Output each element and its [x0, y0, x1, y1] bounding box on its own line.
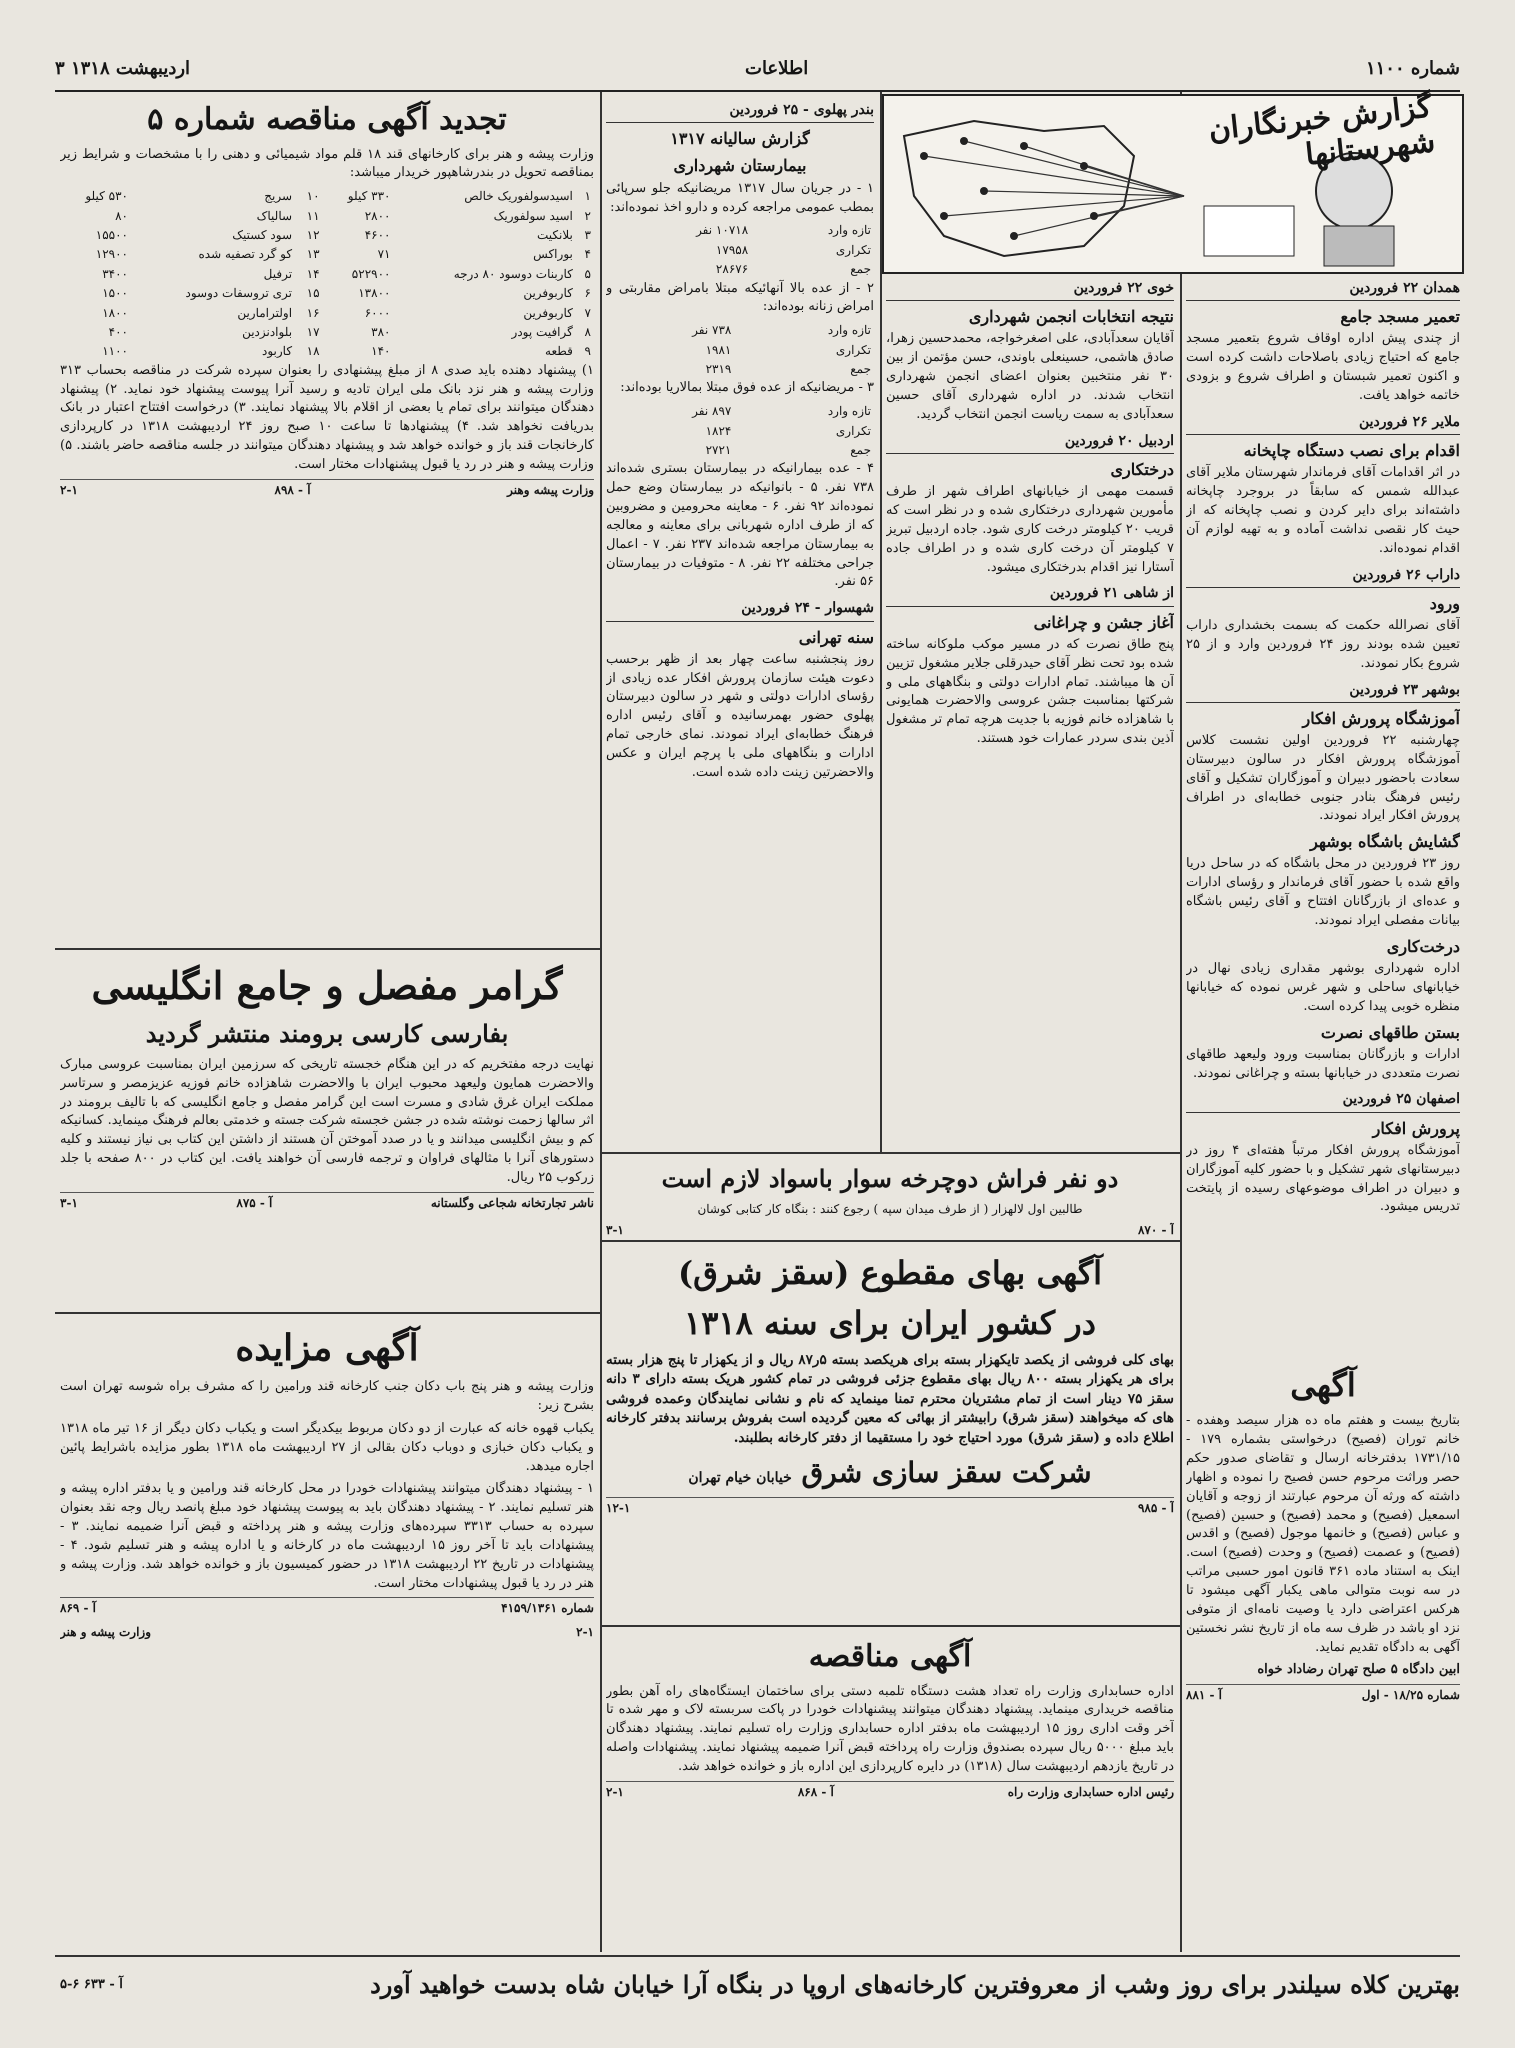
dateline-isfahan: اصفهان ۲۵ فروردین — [1186, 1089, 1460, 1112]
headline-bushehr-club: گشایش باشگاه بوشهر — [1310, 832, 1460, 852]
ad-ref: ۶-۵ — [60, 1976, 80, 1992]
dateline-khoy: خوی ۲۲ فروردین — [886, 278, 1174, 301]
headline-malayer: اقدام برای نصب دستگاه چاپخانه — [1243, 441, 1460, 461]
story-bushehr-arches: ادارات و بازرگانان بمناسبت ورود ولیعهد طاقهای نصرت متعددی در خیابانها بسته و چراغانی نمودند. — [1186, 1046, 1460, 1081]
story-shahi: پنج طاق نصرت که در مسیر موکب ملوکانه ساخته شده بود تحت نظر آقای حیدرقلی جلایر مشغول تزیین آن ها میباشند. تمام ادارات دولتی و بنگاههای ملی و شرکتها بمناسبت جشن عروسی والاحضرت همایونی با شاهزاده خانم فوزیه با جدیت هرچه تمام تر مشغول آذین بندی سردر عمارات خود هستند. — [886, 636, 1174, 747]
tender-ad-5 — [60, 94, 594, 944]
issue-label: شماره ۱۱۰۰ — [1365, 58, 1460, 79]
ad-ref: ۳-۱ — [606, 1223, 624, 1236]
wanted-ad — [606, 1158, 1174, 1236]
story-bushehr-club: روز ۲۳ فروردین در محل باشگاه که در ساحل دریا واقع شده با حضور آقای فرماندار و رؤسای ادارات و عده‌ای از بازرگانان افتتاح و آقای رئیس باشگاه بیانات مفصلی ایراد نمودند. — [1186, 856, 1460, 928]
dateline-hamadan: همدان ۲۲ فروردین — [1186, 278, 1460, 301]
ad-code: آ - ۸۷۰ — [1137, 1223, 1174, 1236]
section-rule — [55, 948, 600, 950]
auction-footer — [60, 1597, 594, 1617]
saghz-ad — [606, 1246, 1174, 1621]
wanted-title: دو نفر فراش دوچرخه سوار باسواد لازم است — [661, 1164, 1119, 1193]
ad-code: آ - ۸۹۸ — [274, 482, 311, 497]
column-rule — [600, 92, 602, 1952]
auction-signature: وزارت پیشه و هنر — [60, 1624, 152, 1639]
wanted-footer — [606, 1222, 1174, 1236]
ad-code: آ - ۸۶۸ — [797, 1784, 834, 1799]
grammar-title: گرامر مفصل و جامع انگلیسی — [91, 963, 563, 1008]
table-row: تازه وارد ۷۳۸ نفر — [692, 323, 871, 338]
hospital-table-1 — [606, 221, 874, 279]
roads-tender-title: آگهی مناقصه — [808, 1639, 972, 1674]
column-rule — [1180, 92, 1182, 1952]
auction-title: آگهی مزایده — [235, 1327, 419, 1369]
footer-rule — [55, 1955, 1460, 1957]
grammar-ad — [60, 954, 594, 1308]
reporters-banner-title: گزارش خبرنگاران شهرستانها — [1206, 89, 1437, 173]
grammar-footer — [60, 1192, 594, 1212]
notice-signer: ابین دادگاه ۵ صلح تهران رضاداد خواه — [1257, 1662, 1460, 1678]
hospital-text-2: ۲ - از عده بالا آنهائیکه مبتلا بامراض مقاربتی و امراض زنانه بوده‌اند: — [606, 280, 874, 315]
ad-code: آ - ۸۸۱ — [1186, 1688, 1223, 1703]
saghz-company: شرکت سقز سازی شرق — [801, 1455, 1092, 1489]
header-date: ۳ اردیبهشت ۱۳۱۸ — [55, 58, 191, 79]
ad-ref: ۲-۱ — [60, 482, 78, 497]
section-rule — [602, 1240, 1180, 1242]
auction-conditions: ۱ - پیشنهاد دهندگان میتوانند پیشنهادات خودرا در محل کارخانه قند ورامین و یا بدفتر اداره پیشه و هنر تسلیم نمایند. ۲ - پیشنهاد دهندگان باید به پیوست پیشنهاد خود مبلغ پانصد ریال وجه نقد بعنوان سپرده به حساب ۳۳۱۳ سپرده‌های وزارت پیشه و هنر پرداخته و قبض آنرا ضمیمه نمایند. ۳ - پیشنهادات باید تا آخر روز ۱۵ اردیبهشت ماه در کارخانه و یا اداره پیشه و هنر تسلیم شود. ۴ - پیشنهادات در تاریخ ۲۲ اردیبهشت ۱۳۱۸ در حضور کمیسیون باز و خوانده خواهد شد. وزارت پیشه و هنر در رد یا قبول پیشنهادات مختار است. — [60, 1481, 594, 1591]
dateline-bandar-pahlavi: بندر پهلوی - ۲۵ فروردین — [606, 100, 874, 123]
masthead: اطلاعات — [745, 58, 809, 79]
saghz-footer — [606, 1497, 1174, 1517]
ad-code: آ - ۸۶۹ — [60, 1601, 97, 1616]
roads-tender-signature: رئیس اداره حسابداری وزارت راه — [1007, 1784, 1174, 1799]
tender-intro: وزارت پیشه و هنر برای کارخانهای قند ۱۸ قلم مواد شیمیائی و دهنی را با مشخصات و شرایط زیر بمناقصه تحویل در بندرشاهپور خریدار میباشد: — [60, 146, 594, 181]
story-bushehr-trees: اداره شهرداری بوشهر مقداری زیادی نهال در خیابانهای ساحلی و شهر غرس نموده که خیابانها منظره خوبی پیدا کرده است. — [1186, 961, 1460, 1014]
ad-code: آ - ۶۳۳ — [83, 1976, 123, 1992]
notice-text: بتاریخ بیست و هفتم ماه ده هزار سیصد وهفده - خانم توران (فصیح) درخواستی بشماره ۱۷۹ - ۱۷۳۱/۱۵ بدفترخانه ارسال و تقاضای صدور حکم حصر وراثت مرحوم حسن فصیح را نموده و اظهار داشته که ورثه آن مرحوم عبارتند از زوجه و آقایان اسمعیل (فصیح) و محمد (فصیح) و حسین (فصیح) و عباس (فصیح) و خانمها موجول (فصیح) و اقدس (فصیح) و عصمت (فصیح) و وحدت (فصیح) است. اینک به استناد ماده ۳۶۱ قانون امور حسبی مراتب در سه نوبت متوالی ماهی یکبار آگهی میشود تا هرکس اعتراضی دارد یا وصیت نامه‌ای از متوفی نزد او باشد در ظرف سه ماه از تاریخ نشر نخستین آگهی به دادگاه تقدیم نماید. — [1186, 1413, 1460, 1655]
grammar-subtitle: بفارسی کارسی برومند منتشر گردید — [145, 1019, 509, 1049]
ad-ref: ۳-۱ — [60, 1195, 78, 1210]
table-row: جمع ۲۷۲۱ — [705, 443, 871, 458]
ad-code: آ - ۸۷۵ — [236, 1195, 273, 1210]
footer-ad — [60, 1962, 1460, 2006]
roads-tender-footer — [606, 1781, 1174, 1801]
dateline-shahsavar: شهسوار - ۲۴ فروردین — [606, 598, 874, 621]
story-darab: آقای نصرالله حکمت که بسمت بخشداری داراب تعیین شده بودند روز ۲۴ فروردین وارد و از ۲۵ شروع بکار نمودند. — [1186, 618, 1460, 671]
auction-footer-2 — [60, 1622, 594, 1641]
grammar-text: نهایت درجه مفتخریم که در این هنگام خجسته تاریخی که سرزمین ایران بمناسبت عروسی مبارک والاحضرت همایون ولیعهد محبوب ایران با والاحضرت شاهزاده خانم فوزیه عزیزمصر و سرتاسر مملکت ایران غرق شادی و مسرت است این گرامر مفصل و جامع انگلیسی که با تالیف برومند در اثر سالها زحمت نوشته شده در جشن خجسته شرکت جسته و خدمتی بعالم فرهنگ مینماید. کسانیکه کم و بیش انگلیسی میدانند و یا در صدد آموختن آن هستند از داشتن این کتاب بی نیاز نیستند و کلیه دستورهای آنرا با مثالهای فراوان و ترجمه فارسی آن خواهند یافت. این کتاب در ۸۰۰ صفحه با جلد زرکوب ۲۵ ریال. — [60, 1056, 594, 1185]
hospital-report — [606, 94, 874, 1148]
table-row: ۵ کاربنات دوسود ۸۰ درجه ۵۲۲۹۰۰ ۱۴ ترفیل ۳۴۰۰ — [102, 266, 591, 281]
table-row: ۶ کاربوفرین ۱۳۸۰۰ ۱۵ تری تروسفات دوسود ۱۵۰۰ — [102, 286, 591, 301]
footer-ad-text: بهترین کلاه سیلندر برای روز وشب از معروفترین کارخانه‌های اروپا در بنگاه آرا خیابان شاه بدست خواهید آورد — [370, 1969, 1460, 1999]
reporters-column-right — [1186, 272, 1460, 1352]
headline-ardabil: درختکاری — [1110, 460, 1174, 479]
story-tehrani: روز پنجشنبه ساعت چهار بعد از ظهر برحسب دعوت هیئت سازمان پرورش افکار عده زیادی از رؤسای ادارات دولتی و شهر در سالون دبیرستان پهلوی حضور بهمرسانیده و آقای رئیس اداره فرهنگ خطابه‌ای ایراد نمودند. نمای خارجی تمام ادارات و بنگاههای ملی با پرچم ایران و عکس والاحضرتین زینت داده شده است. — [606, 651, 874, 780]
table-row: تکراری ۱۸۲۴ — [705, 423, 871, 438]
ad-ref: ۲-۱ — [576, 1624, 594, 1639]
story-hamadan: از چندی پیش اداره اوقاف شروع بتعمیر مسجد جامع که احتیاج زیادی باصلاحات داشت کرده است و اکنون تعمیر شبستان و اطراف شروع و بزودی خاتمه خواهد یافت. — [1186, 331, 1460, 404]
table-row: ۹ قطعه ۱۴۰ ۱۸ کاربود ۱۱۰۰ — [102, 344, 591, 359]
saghz-company-line — [606, 1453, 1174, 1494]
roads-tender-text: اداره حسابداری وزارت راه تعداد هشت دستگاه تلمبه دستی برای ساختمان ایستگاه‌های راه آهن بطور مناقصه خریداری مینماید. پیشنهاد دهندگان میتوانند پیشنهادات خودرا در پاکت سربسته لاک و مهر شده تا آخر وقت اداری روز ۱۵ اردیبهشت ماه بدفتر اداره حسابداری وزارت راه تسلیم نمایند. پیشنهاد دهندگان باید مبلغ ۵۰۰۰ ریال سپرده بصندوق وزارت راه پرداخته قبض آنرا ضمیمه پیشنهاد نمایند. پیشنهادات واصله در تاریخ یازدهم اردیبهشت سال (۱۳۱۸) در دایره کارپردازی این اداره باز و خوانده خواهد شد. — [606, 1683, 1174, 1774]
notice-title: آگهی — [1290, 1366, 1356, 1404]
hospital-subtitle: بیمارستان شهرداری — [673, 156, 807, 176]
table-row: تازه وارد ۱۰۷۱۸ نفر — [696, 223, 871, 238]
headline-bushehr: آموزشگاه پرورش افکار — [1302, 708, 1460, 728]
inheritance-notice — [1186, 1358, 1460, 1948]
auction-intro: وزارت پیشه و هنر پنج باب دکان جنب کارخانه قند ورامین را که مشرف براه شوسه تهران است بشرح زیر: — [60, 1379, 594, 1414]
tender-items-table — [60, 187, 594, 362]
section-rule — [602, 1152, 1180, 1154]
table-row: ۳ بلانکیت ۴۶۰۰ ۱۲ سود کستیک ۱۵۵۰۰ — [95, 227, 591, 242]
hospital-intro: ۱ - در جریان سال ۱۳۱۷ مریضانیکه جلو سرپائی بمطب عمومی مراجعه کرده و دارو اخذ نموده‌اند: — [606, 180, 874, 215]
headline-bushehr-arches: بستن طاقهای نصرت — [1320, 1022, 1460, 1042]
dateline-darab: داراب ۲۶ فروردین — [1186, 565, 1460, 588]
ad-ref: ۲-۱ — [606, 1784, 624, 1799]
saghz-subtitle: در کشور ایران برای سنه ۱۳۱۸ — [684, 1304, 1096, 1343]
hospital-table-3 — [606, 402, 874, 460]
section-rule — [55, 1312, 600, 1314]
headline-hamadan: تعمیر مسجد جامع — [1340, 307, 1460, 327]
hospital-title: گزارش سالیانه ۱۳۱۷ — [670, 129, 810, 149]
dateline-shahi: از شاهی ۲۱ فروردین — [886, 583, 1174, 606]
table-row: ۲ اسید سولفوریک ۲۸۰۰ ۱۱ سالیاک ۸۰ — [115, 208, 591, 223]
story-malayer: در اثر اقدامات آقای فرماندار شهرستان ملایر آقای عبدالله شمس که سابقاً در بروجرد چاپخانه داشته‌اند برای دایر کردن و نصب چاپخانه که از حیث کار نقصی نداشت آماده و به تهیه لوازم آن اقدام نموده‌اند. — [1186, 465, 1460, 556]
table-row: تکراری ۱۹۸۱ — [705, 342, 871, 357]
dateline-malayer: ملایر ۲۶ فروردین — [1186, 412, 1460, 435]
hospital-table-2 — [606, 321, 874, 379]
table-row: ۸ گرافیت پودر ۳۸۰ ۱۷ بلوادنزدین ۴۰۰ — [108, 324, 591, 339]
story-khoy: آقایان سعدآبادی، علی اصغرخواجه، محمدحسین زهرا، صادق هاشمی، حسینعلی باوندی، حسن مؤتمن از بین ۳۰ نفر منتخبین بعنوان اعضای انجمن شهرداری انتخاب شدند. در اداره شهرداری آقای حسین سعدآبادی به سمت ریاست انجمن انتخاب گردید. — [886, 331, 1174, 422]
ad-ref: ۱۲-۱ — [606, 1501, 631, 1516]
headline-isfahan: پرورش افکار — [1372, 1118, 1460, 1138]
footer-ad-codes — [60, 1977, 123, 1992]
tender-footer — [60, 479, 594, 499]
tender-title: تجدید آگهی مناقصه شماره ۵ — [147, 102, 507, 137]
page-header — [55, 52, 1460, 92]
notice-footer — [1186, 1684, 1460, 1704]
roads-tender-ad — [606, 1631, 1174, 1949]
grammar-publisher: ناشر تجارتخانه شجاعی وگلستانه — [430, 1195, 594, 1210]
table-row: جمع ۲۳۱۹ — [705, 362, 871, 376]
story-bushehr: چهارشنبه ۲۲ فروردین اولین نشست کلاس آموزشگاه پرورش افکار در سالون دبیرستان سعادت باحضور دبیران و آموزگاران تشکیل و آقای رئیس فرهنگ بنادر جنوبی خطابه‌ای در اطراف پرورش افکار ایراد نمودند. — [1186, 733, 1460, 824]
table-row: ۴ بوراکس ۷۱ ۱۳ کو گرد تصفیه شده ۱۲۹۰۰ — [95, 247, 591, 262]
ad-code: آ - ۹۸۵ — [1137, 1501, 1174, 1516]
saghz-text: بهای کلی فروشی از یکصد تایکهزار بسته برای هریکصد بسته ۵ر۸۷ ریال و از یکهزار تا پنج هزار بسته برای هر یکهزار بسته ۸۰۰ ریال بهای مقطوع جزئی فروشی در تمام کشور هریک بسته دارای ۳ دانه سقز ۷۵ دینار است از تمام مشتریان محترم تمنا مینماید که نام و نشانی نمایندگان وعمده فروشی های که میخواهند (سقز شرق) رابیشتر از بهائی که معین گردیده است بفروش برسانند بدفتر کارخانه اطلاع داده و (سقز شرق) مورد احتیاج خود را مستقیما از دفتر کارخانه بطلبند. — [606, 1351, 1174, 1447]
table-row: جمع ۲۸۶۷۶ — [715, 262, 871, 277]
dateline-ardabil: اردبیل ۲۰ فروردین — [886, 431, 1174, 454]
saghz-title: آگهی بهای مقطوع (سقز شرق) — [678, 1254, 1102, 1292]
table-row: ۷ کاربوفرین ۶۰۰۰ ۱۶ اولترامارین ۱۸۰۰ — [102, 305, 591, 320]
wanted-text: طالبین اول لالهزار ( از طرف میدان سپه ) رجوع کنند : بنگاه کار کتابی کوشان — [697, 1201, 1083, 1216]
hospital-text-4: ۴ - عده بیمارانیکه در بیمارستان بستری شده‌اند ۷۳۸ نفر. ۵ - بانوانیکه در بیمارستان وضع حمل نموده‌اند ۹۲ نفر. ۶ - معاینه محرومین و مضروبین که از طرف اداره شهربانی برای معاینه و معالجه به بیمارستان مراجعه شده‌اند ۲۳۷ نفر. ۷ - اعمال جراحی مختلفه ۲۲ نفر. ۸ - متوفیات در بیمارستان ۵۶ نفر. — [606, 461, 874, 590]
auction-ad — [60, 1318, 594, 1948]
auction-items: یکباب قهوه خانه که عبارت از دو دکان مربوط بیکدیگر است و یکباب دکان دیگر از ۱۶ تیر ماه ۱۳۱۸ و یکباب دکان خبازی و دوباب دکان بقالی از ۲۷ اردیبهشت ماه ۱۳۱۸ بطور مزایده باشرایط پائین اجاره میدهد. — [60, 1420, 594, 1474]
table-row: ۱ اسیدسولفوریک خالص ۳۳۰ کیلو ۱۰ سریج ۵۳۰ کیلو — [85, 189, 591, 204]
story-ardabil: قسمت مهمی از خیابانهای اطراف شهر از طرف مأمورین شهرداری درختکاری شده و در نظر است که قریب ۲۰ کیلومتر درخت کاری شود. جاده اردبیل تبریز ۷ کیلومتر آن درخت کاری شده و در اطراف جاده آستارا نیز اقدام بدرختکاری میشود. — [886, 484, 1174, 575]
reporters-column-left — [886, 272, 1174, 1148]
story-isfahan: آموزشگاه پرورش افکار مرتباً هفته‌ای ۴ روز در دبیرستانهای شهر تشکیل و با حضور کلیه آموزگاران و دبیران در اطراف موضوعهای رسیده از پایتخت تدریس میشود. — [1186, 1142, 1460, 1215]
headline-shahi: آغاز جشن و چراغانی — [1033, 612, 1174, 632]
hospital-text-3: ۳ - مریضانیکه از عده فوق مبتلا بمالاریا بوده‌اند: — [620, 380, 874, 396]
headline-darab: ورود — [1429, 593, 1460, 613]
reporters-banner — [882, 89, 1464, 274]
section-rule — [602, 1625, 1180, 1627]
notice-number: شماره ۱۸/۲۵ - اول — [1361, 1688, 1460, 1703]
tender-conditions: ۱) پیشنهاد دهنده باید صدی ۸ از مبلغ پیشنهادی را بعنوان سپرده شرکت در مناقصه بحساب ۳۱۳ وزارت پیشه و هنر نزد بانک ملی ایران تادیه و رسید آنرا پیوست پیشنهاد خود نماید. ۲) پیشنهاد دهندگان میتوانند برای تمام یا بعضی از اقلام بالا پیشنهاد نمایند. ۳) درخواست افتتاح اعتبار در بانک بدریافت نخواهد شد. ۴) پیشنهادها تا ساعت ۱۰ صبح روز ۲۴ اردیبهشت ۱۳۱۸ در کارپردازی کارخانجات قند باز و خوانده خواهد شد و پیشنهاد دهندگان میتوانند در جلسه مناقصه حاضر باشند. ۵) وزارت پیشه و هنر در رد یا قبول پیشنهادات مختار است. — [60, 362, 594, 472]
tender-signature: وزارت پیشه وهنر — [507, 482, 594, 497]
headline-khoy: نتیجه انتخابات انجمن شهرداری — [968, 307, 1174, 327]
dateline-bushehr: بوشهر ۲۳ فروردین — [1186, 680, 1460, 703]
table-row: تازه وارد ۸۹۷ نفر — [692, 404, 871, 419]
headline-bushehr-trees: درخت‌کاری — [1386, 936, 1460, 956]
headline-tehrani: سنه تهرانی — [798, 627, 874, 647]
auction-number: شماره ۴۱۵۹/۱۳۶۱ — [501, 1601, 594, 1616]
saghz-address: خیابان خیام تهران — [688, 1469, 792, 1486]
table-row: تکراری ۱۷۹۵۸ — [715, 242, 871, 257]
